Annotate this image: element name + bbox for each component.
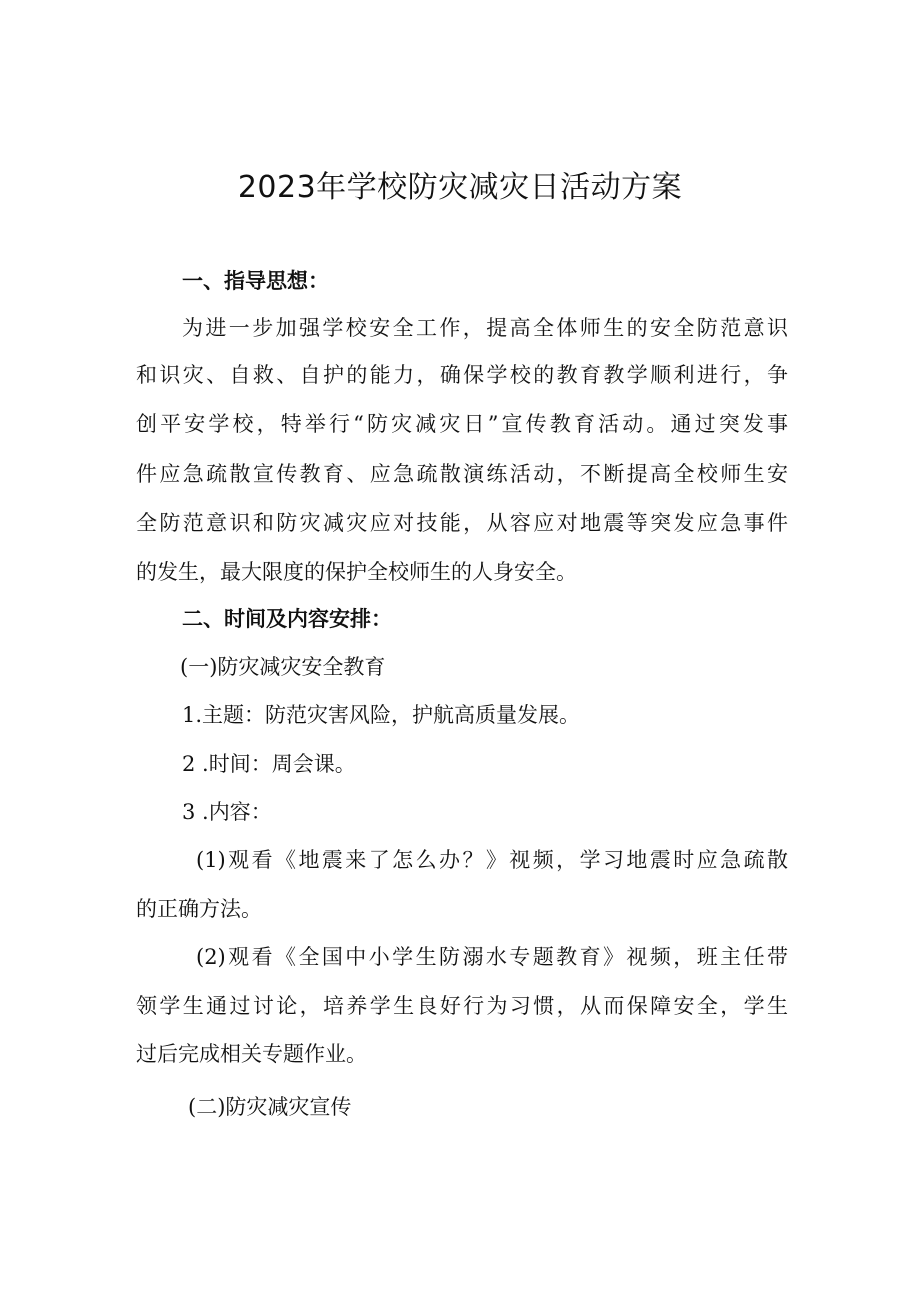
paragraph-line: 全防范意识和防灾减灾应对技能，从容应对地震等突发应急事件 (136, 511, 788, 535)
section-heading-schedule: 二、时间及内容安排： (182, 607, 392, 631)
document-title: 2023年学校防灾减灾日活动方案 (237, 170, 683, 205)
list-item: 3 .内容： (182, 800, 272, 824)
paragraph-line: 创平安学校，特举行“防灾减灾日”宣传教育活动。通过突发事 (136, 412, 788, 436)
subsection-heading: (一)防灾减灾安全教育 (180, 655, 386, 679)
paragraph-line: 件应急疏散宣传教育、应急疏散演练活动，不断提高全校师生安 (136, 462, 788, 486)
subsection-heading: (二)防灾减灾宣传 (188, 1095, 352, 1119)
section-heading-guiding-ideology: 一、指导思想： (182, 269, 329, 293)
paragraph-line: 的发生，最大限度的保护全校师生的人身安全。 (136, 560, 577, 584)
paragraph-line: 为进一步加强学校安全工作，提高全体师生的安全防范意识 (182, 316, 788, 340)
paragraph-line: 和识灾、自救、自护的能力，确保学校的教育教学顺利进行，争 (136, 363, 788, 387)
list-item: 1.主题：防范灾害风险，护航高质量发展。 (182, 703, 581, 727)
list-item: 2 .时间：周会课。 (182, 752, 356, 776)
content-line: (1)观看《地震来了怎么办？》视频，学习地震时应急疏散 (196, 848, 788, 872)
content-line: 的正确方法。 (136, 897, 262, 921)
content-line: (2)观看《全国中小学生防溺水专题教育》视频，班主任带 (196, 945, 788, 969)
content-line: 领学生通过讨论，培养学生良好行为习惯，从而保障安全，学生 (136, 994, 788, 1018)
content-line: 过后完成相关专题作业。 (136, 1042, 367, 1066)
